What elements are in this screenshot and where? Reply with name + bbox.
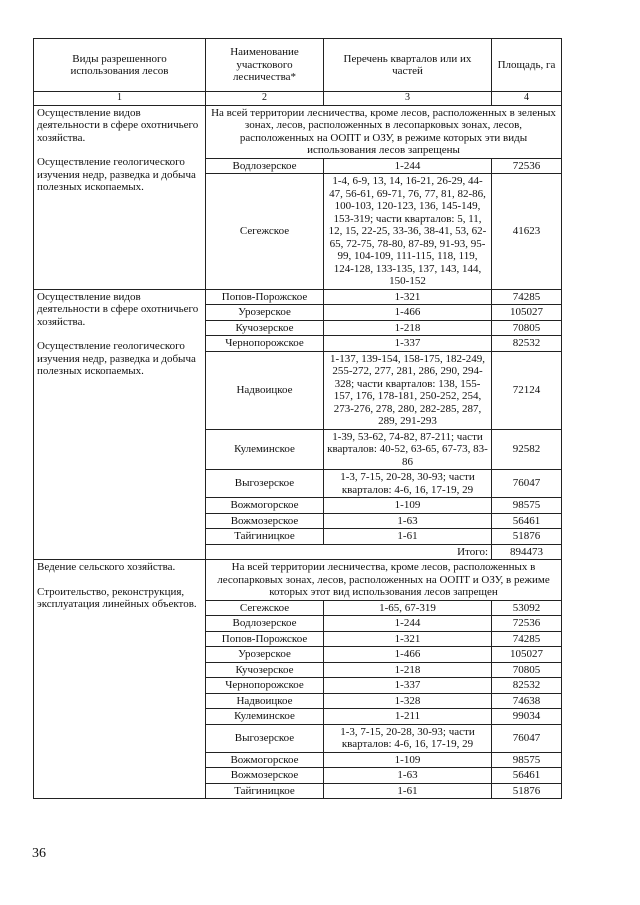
table-row <box>34 105 562 158</box>
area-value: 82532 <box>492 678 562 694</box>
block-list: 1-211 <box>324 709 492 725</box>
block-list: 1-218 <box>324 320 492 336</box>
header-block-list: Перечень кварталов или их частей <box>324 39 492 92</box>
area-value: 76047 <box>492 724 562 752</box>
forestry-name: Урозерское <box>206 305 324 321</box>
area-value: 41623 <box>492 174 562 290</box>
area-value: 98575 <box>492 498 562 514</box>
block-list: 1-244 <box>324 158 492 174</box>
use-type-text: Осуществление видов деятельности в сфере охотничьего хозяйства. <box>37 290 199 328</box>
block-list: 1-321 <box>324 289 492 305</box>
block-list: 1-65, 67-319 <box>324 600 492 616</box>
column-number-row <box>34 92 562 106</box>
header-row <box>34 39 562 92</box>
area-value: 53092 <box>492 600 562 616</box>
forestry-name: Сегежское <box>206 600 324 616</box>
forestry-name: Выгозерское <box>206 470 324 498</box>
area-value: 74638 <box>492 693 562 709</box>
block-list: 1-321 <box>324 631 492 647</box>
forestry-name: Попов-Порожское <box>206 289 324 305</box>
block-list: 1-137, 139-154, 158-175, 182-249, 255-272, 277, 281, 286, 290, 294-328; части кварталов: 138, 155-157, 176, 178-181, 250-252, 254, 273-276, 278, 280, 282-285, 287, 289, 291-293 <box>324 351 492 429</box>
table-row <box>34 560 562 601</box>
use-type-text: Осуществление геологического изучения недр, разведка и добыча полезных ископаемых. <box>37 156 196 193</box>
area-value: 51876 <box>492 529 562 545</box>
forestry-name: Кучозерское <box>206 662 324 678</box>
area-value: 56461 <box>492 513 562 529</box>
use-type-text: Строительство, реконструкция, эксплуатация линейных объектов. <box>37 585 197 610</box>
total-value: 894473 <box>492 544 562 560</box>
block-list: 1-466 <box>324 305 492 321</box>
total-label: Итого: <box>206 544 492 560</box>
block-list: 1-218 <box>324 662 492 678</box>
forestry-name: Кулеминское <box>206 709 324 725</box>
block-list: 1-466 <box>324 647 492 663</box>
block-list: 1-39, 53-62, 74-82, 87-211; части кварталов: 40-52, 63-65, 67-73, 83-86 <box>324 429 492 470</box>
use-type-text: Ведение сельского хозяйства. <box>37 561 176 573</box>
forestry-name: Кучозерское <box>206 320 324 336</box>
block-list: 1-337 <box>324 336 492 352</box>
block-list: 1-337 <box>324 678 492 694</box>
forestry-name: Чернопорожское <box>206 678 324 694</box>
area-value: 56461 <box>492 768 562 784</box>
block-list: 1-63 <box>324 513 492 529</box>
header-forestry-name: Наименование участкового лесничества* <box>206 39 324 92</box>
area-value: 99034 <box>492 709 562 725</box>
block-list: 1-61 <box>324 783 492 799</box>
area-value: 76047 <box>492 470 562 498</box>
col-number: 2 <box>206 92 324 106</box>
block-list: 1-3, 7-15, 20-28, 30-93; части кварталов: 4-6, 16, 17-19, 29 <box>324 724 492 752</box>
forestry-name: Урозерское <box>206 647 324 663</box>
area-value: 70805 <box>492 320 562 336</box>
territory-note: На всей территории лесничества, кроме лесов, расположенных в зеленых зонах, лесов, расположенных в лесопарковых зонах, лесов, расположенных на ООПТ и ОЗУ, в режиме которых эти виды использования лесов запрещены <box>206 105 562 158</box>
col-number: 1 <box>34 92 206 106</box>
forest-use-table <box>33 38 562 799</box>
page-number: 36 <box>32 846 46 861</box>
area-value: 105027 <box>492 305 562 321</box>
block-list: 1-3, 7-15, 20-28, 30-93; части кварталов: 4-6, 16, 17-19, 29 <box>324 470 492 498</box>
block-list: 1-109 <box>324 498 492 514</box>
forestry-name: Вожмогорское <box>206 752 324 768</box>
forestry-name: Вожмогорское <box>206 498 324 514</box>
forestry-name: Водлозерское <box>206 616 324 632</box>
col-number: 4 <box>492 92 562 106</box>
area-value: 82532 <box>492 336 562 352</box>
block-list: 1-328 <box>324 693 492 709</box>
header-area: Площадь, га <box>492 39 562 92</box>
forestry-name: Вожмозерское <box>206 768 324 784</box>
forestry-name: Чернопорожское <box>206 336 324 352</box>
area-value: 70805 <box>492 662 562 678</box>
area-value: 74285 <box>492 631 562 647</box>
col-number: 3 <box>324 92 492 106</box>
area-value: 74285 <box>492 289 562 305</box>
use-type-cell <box>34 105 206 289</box>
forestry-name: Сегежское <box>206 174 324 290</box>
area-value: 72536 <box>492 616 562 632</box>
table-row <box>34 289 562 305</box>
use-type-cell <box>34 289 206 560</box>
territory-note: На всей территории лесничества, кроме лесов, расположенных в лесопарковых зонах, лесов, расположенных на ООПТ и ОЗУ, в режиме которых этот вид использования лесов запрещен <box>206 560 562 601</box>
area-value: 92582 <box>492 429 562 470</box>
area-value: 51876 <box>492 783 562 799</box>
block-list: 1-109 <box>324 752 492 768</box>
use-type-text: Осуществление геологического изучения недр, разведка и добыча полезных ископаемых. <box>37 340 196 377</box>
forestry-name: Тайгиницкое <box>206 783 324 799</box>
area-value: 72124 <box>492 351 562 429</box>
use-type-text: Осуществление видов деятельности в сфере охотничьего хозяйства. <box>37 106 199 144</box>
block-list: 1-244 <box>324 616 492 632</box>
area-value: 98575 <box>492 752 562 768</box>
block-list: 1-4, 6-9, 13, 14, 16-21, 26-29, 44-47, 56-61, 69-71, 76, 77, 81, 82-86, 100-103, 120-123, 136, 145-149, 153-319; части кварталов: 5, 11, 12, 15, 22-25, 33-36, 38-41, 53, 62-65, 72-75, 78-80, 87-89, 91-93, 95-99, 104-109, 111-115, 118, 119, 124-128, 133-135, 137, 143, 144, 150-152 <box>324 174 492 290</box>
block-list: 1-63 <box>324 768 492 784</box>
area-value: 105027 <box>492 647 562 663</box>
forestry-name: Попов-Порожское <box>206 631 324 647</box>
forestry-name: Надвоицкое <box>206 351 324 429</box>
forestry-name: Кулеминское <box>206 429 324 470</box>
forestry-name: Надвоицкое <box>206 693 324 709</box>
forestry-name: Вожмозерское <box>206 513 324 529</box>
header-use-type: Виды разрешенного использования лесов <box>34 39 206 92</box>
area-value: 72536 <box>492 158 562 174</box>
block-list: 1-61 <box>324 529 492 545</box>
forestry-name: Выгозерское <box>206 724 324 752</box>
forestry-name: Водлозерское <box>206 158 324 174</box>
use-type-cell <box>34 560 206 799</box>
forestry-name: Тайгиницкое <box>206 529 324 545</box>
